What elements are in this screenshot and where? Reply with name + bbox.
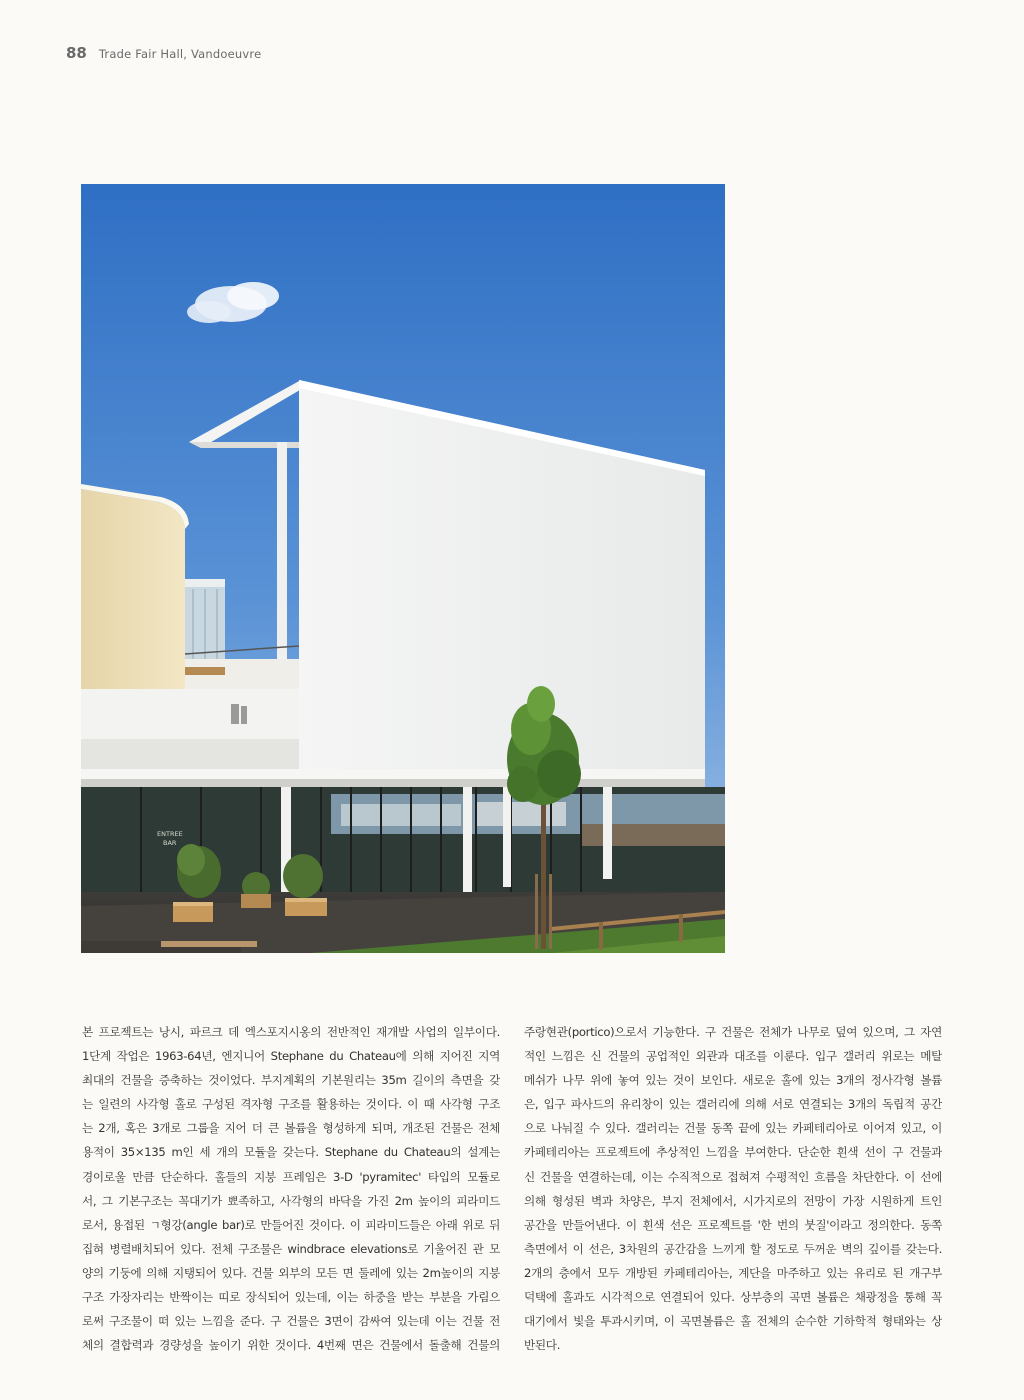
text-line: 측면에서 이 선은, 3차원의 공간감을 느끼게 할 정도로 두꺼운 벽의 깊이를 갖는다. bbox=[524, 1241, 942, 1256]
text-line: 의해 형성된 벽과 차양은, 부지 전체에서, 시가지로의 전망이 가장 시원하게 트인 bbox=[524, 1193, 942, 1208]
text-line: 적인 느낌은 신 건물의 공업적인 외관과 대조를 이룬다. 입구 갤러리 위로는 메탈 bbox=[524, 1049, 942, 1064]
bar-sign: BAR bbox=[163, 839, 177, 847]
text-line: 서, 그 기본구조는 꼭대기가 뾰족하고, 사각형의 바닥을 가진 2m 높이의 피라미드 bbox=[82, 1193, 500, 1208]
text-line: 2개의 층에서 모두 개방된 카페테리아는, 계단을 마주하고 있는 유리로 된 개구부 bbox=[524, 1265, 942, 1280]
text-column-left bbox=[82, 1020, 500, 1370]
text-column-right bbox=[524, 1020, 942, 1370]
text-line: 로써 구조물이 떠 있는 느낌을 준다. 구 건물은 3면이 감싸여 있는데 이는 건물 전 bbox=[82, 1314, 500, 1329]
page-number: 88 bbox=[66, 44, 87, 62]
text-line: 덕택에 홀과도 시각적으로 연결되어 있다. 상부층의 곡면 볼륨은 채광정을 통해 꼭 bbox=[524, 1290, 942, 1305]
text-line: 카페테리아는 프로젝트에 추상적인 느낌을 부여한다. 단순한 흰색 선이 구 건물과 bbox=[524, 1145, 942, 1160]
page-header bbox=[66, 44, 261, 62]
text-line: 체의 결합력과 경량성을 높이기 위한 것이다. 4번째 면은 건물에서 돌출해 건물의 bbox=[82, 1338, 500, 1353]
text-line: 경이로울 만큼 단순하다. 홀들의 지붕 프레임은 3-D 'pyramitec' 타입의 모듈로 bbox=[82, 1169, 500, 1184]
text-line: 구조 가장자리는 반짝이는 띠로 장식되어 있는데, 이는 하중을 받는 부분을 가림으 bbox=[82, 1290, 500, 1305]
text-line: 주랑현관(portico)으로서 기능한다. 구 건물은 전체가 나무로 덮여 있으며, 그 자연 bbox=[524, 1025, 942, 1039]
text-line: 본 프로젝트는 낭시, 파르크 데 엑스포지시옹의 전반적인 재개발 사업의 일부이다. bbox=[82, 1025, 500, 1039]
text-line: 양의 기둥에 의해 지탱되어 있다. 건물 외부의 모든 면 둘레에 있는 2m높이의 지붕 bbox=[82, 1265, 500, 1280]
text-line: 반된다. bbox=[524, 1338, 561, 1353]
text-line: 공간을 만들어낸다. 이 흰색 선은 프로젝트를 '한 번의 붓질'이라고 정의한다. 동쪽 bbox=[524, 1217, 942, 1232]
text-line: 최대의 건물을 증축하는 것이었다. 부지계획의 기본원리는 35m 길이의 측면을 갖 bbox=[82, 1073, 500, 1088]
text-line: 으로 나눠질 수 있다. 갤러리는 건물 동쪽 끝에 있는 카페테리아로 이어져 있고, 이 bbox=[524, 1121, 942, 1136]
running-title: Trade Fair Hall, Vandoeuvre bbox=[98, 47, 262, 61]
article-body bbox=[82, 1020, 942, 1370]
text-line: 대기에서 빛을 투과시키며, 이 곡면볼륨은 홀 전체의 순수한 기하학적 형태와는 상 bbox=[524, 1314, 942, 1329]
text-line: 용적이 35×135 m인 세 개의 모듈을 갖는다. Stephane du Chateau의 설계는 bbox=[82, 1145, 500, 1160]
text-line: 로서, 용접된 ㄱ형강(angle bar)로 만들어진 것이다. 이 피라미드들은 아래 위로 뒤 bbox=[82, 1217, 500, 1232]
entree-sign: ENTREE bbox=[157, 830, 183, 838]
text-line: 는 2개, 혹은 3개로 그룹을 지어 더 큰 볼륨을 형성하게 되며, 개조된 건물은 전체 bbox=[82, 1121, 500, 1136]
text-line: 1단계 작업은 1963-64년, 엔지니어 Stephane du Chateau에 의해 지어진 지역 bbox=[82, 1049, 500, 1064]
text-line: 는 일련의 사각형 홀로 구성된 격자형 구조를 활용하는 것이다. 이 때 사각형 구조 bbox=[82, 1097, 500, 1112]
text-line: 신 건물을 연결하는데, 이는 수직적으로 접혀져 수평적인 흐름을 차단한다. 이 선에 bbox=[524, 1169, 942, 1184]
text-line: 메쉬가 나무 위에 놓여 있는 것이 보인다. 새로운 홀에 있는 3개의 정사각형 볼륨 bbox=[524, 1073, 942, 1088]
text-line: 은, 입구 파사드의 유리창이 있는 갤러리에 의해 서로 연결되는 3개의 독립적 공간 bbox=[524, 1097, 942, 1112]
building-photo bbox=[81, 184, 725, 953]
text-line: 집혀 병렬배치되어 있다. 전체 구조물은 windbrace elevations로 기울어진 관 모 bbox=[82, 1241, 500, 1256]
